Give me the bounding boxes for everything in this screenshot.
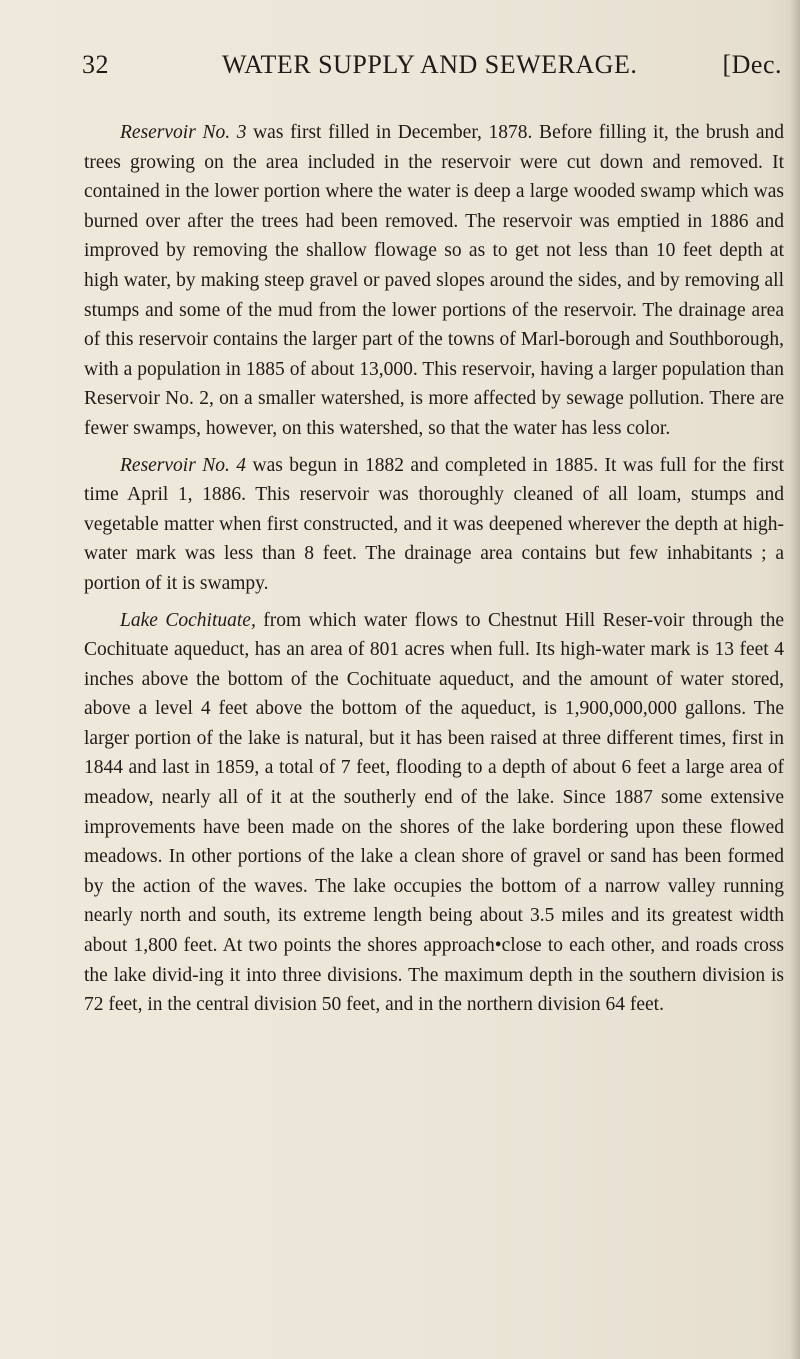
page-number: 32 <box>82 50 109 79</box>
paragraph-text: was first filled in December, 1878. Before filling it, the brush and trees growing on the area included in the reservoir were cut down and removed. It contained in the lower portion where the water is deep a large wooded swamp which was burned over after the trees had been removed. The reservoir was emptied in 1886 and improved by removing the shallow flowage so as to get not less than 10 feet depth at high water, by making steep gravel or paved slopes around the sides, and by removing all stumps and some of the mud from the lower portions of the reservoir. The drainage area of this reservoir contains the larger part of the towns of Marl-borough and Southborough, with a population in 1885 of about 13,000. This reservoir, having a larger population than Reservoir No. 2, on a smaller watershed, is more affected by sewage pollution. There are fewer swamps, however, on this watershed, so that the water has less color. <box>84 122 784 439</box>
running-title: WATER SUPPLY AND SEWERAGE. <box>222 50 638 79</box>
paragraph-lead: Reservoir No. 3 <box>120 122 247 143</box>
page-edge-shadow <box>790 0 800 1359</box>
paragraph-reservoir-3 <box>84 118 784 444</box>
paragraph-text: was begun in 1882 and completed in 1885. It was full for the first time April 1, 1886. This reservoir was thoroughly cleaned of all loam, stumps and vegetable matter when first constructed, and it was deepened wherever the depth at high-water mark was less than 8 feet. The drainage area contains but few inhabitants ; a portion of it is swampy. <box>84 454 784 594</box>
paragraph-text: from which water flows to Chestnut Hill Reser-voir through the Cochituate aqueduct, has an area of 801 acres when full. Its high-water mark is 13 feet 4 inches above the bottom of the Cochituate aqueduct, and the amount of water stored, above a level 4 feet above the bottom of the aqueduct, is 1,900,000,000 gallons. The larger portion of the lake is natural, but it has been raised at three different times, first in 1844 and last in 1859, a total of 7 feet, flooding to a depth of about 6 feet a large area of meadow, nearly all of it at the southerly end of the lake. Since 1887 some extensive improvements have been made on the shores of the lake bordering upon these flowed meadows. In other portions of the lake a clean shore of gravel or sand has been formed by the action of the waves. The lake occupies the bottom of a narrow valley running nearly north and south, its extreme length being about 3.5 miles and its greatest width about 1,800 feet. At two points the shores approach•close to each other, and roads cross the lake divid-ing it into three divisions. The maximum depth in the southern division is 72 feet, in the central division 50 feet, and in the northern division 64 feet. <box>84 609 784 1016</box>
paragraph-reservoir-4 <box>84 451 784 599</box>
paragraph-lead: Reservoir No. 4 <box>120 454 247 476</box>
running-header <box>82 50 782 90</box>
paragraph-lead: Lake Cochituate, <box>120 609 256 631</box>
header-date: [Dec. <box>722 50 782 79</box>
body-text <box>84 118 784 1020</box>
paragraph-lake-cochituate <box>84 606 784 1020</box>
